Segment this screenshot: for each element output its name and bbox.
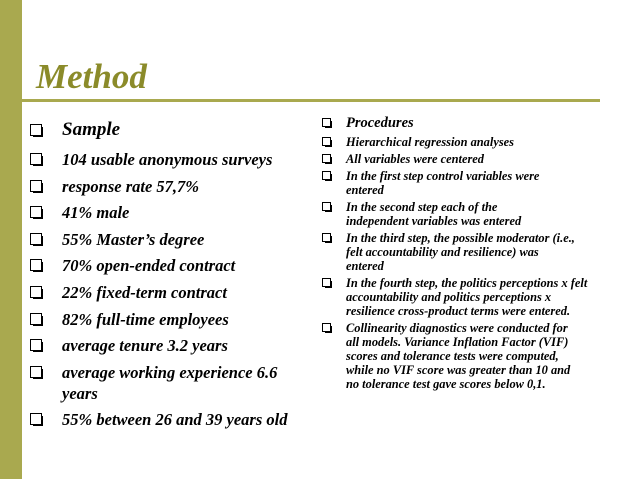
list-item xyxy=(322,135,622,149)
list-item-text: 55% Master’s degree xyxy=(62,229,205,249)
list-item-text: 82% full-time employees xyxy=(62,309,229,329)
square-bullet-icon xyxy=(322,137,331,146)
list-item-text: In the second step each of the independent variables was entered xyxy=(346,200,522,228)
list-item-text: Sample xyxy=(62,119,121,140)
list-item-text: In the third step, the possible moderator (i.e., felt accountability and resilience) was entered xyxy=(346,231,575,273)
list-item-text: 55% between 26 and 39 years old xyxy=(62,410,288,430)
list-item xyxy=(30,229,330,250)
square-bullet-icon xyxy=(30,153,42,165)
square-bullet-icon xyxy=(322,233,331,242)
square-bullet-icon xyxy=(322,118,331,127)
slide-title: Method xyxy=(36,57,147,96)
list-item-text: 41% male xyxy=(62,203,130,223)
square-bullet-icon xyxy=(322,202,331,211)
square-bullet-icon xyxy=(322,278,331,287)
list-item xyxy=(30,202,330,223)
list-item-text: Hierarchical regression analyses xyxy=(346,135,514,149)
list-item xyxy=(30,176,330,197)
list-item xyxy=(30,149,330,170)
list-item-sample xyxy=(30,118,330,142)
list-item xyxy=(30,335,330,356)
list-item xyxy=(30,282,330,303)
list-item-text: In the first step control variables were entered xyxy=(346,169,540,197)
procedures-column xyxy=(322,115,622,394)
list-item xyxy=(322,321,622,391)
list-item-text: average tenure 3.2 years xyxy=(62,336,228,356)
list-item-text: Procedures xyxy=(346,115,414,131)
list-item xyxy=(30,409,330,430)
square-bullet-icon xyxy=(30,124,42,136)
square-bullet-icon xyxy=(30,206,42,218)
list-item-text: average working experience 6.6 years xyxy=(62,362,278,403)
list-item xyxy=(30,255,330,276)
list-item-text: In the fourth step, the politics perceptions x felt accountability and politics perceptions x resilience cross-product terms were entered. xyxy=(346,276,588,318)
square-bullet-icon xyxy=(30,339,42,351)
list-item-text: 70% open-ended contract xyxy=(62,256,236,276)
square-bullet-icon xyxy=(30,286,42,298)
square-bullet-icon xyxy=(322,154,331,163)
square-bullet-icon xyxy=(30,313,42,325)
list-item-text: response rate 57,7% xyxy=(62,176,200,196)
list-item-text: 104 usable anonymous surveys xyxy=(62,150,273,169)
list-item xyxy=(322,152,622,166)
list-item-text: All variables were centered xyxy=(346,152,484,166)
square-bullet-icon xyxy=(322,323,331,332)
square-bullet-icon xyxy=(30,366,42,378)
list-item-text: Collinearity diagnostics were conducted for all models. Variance Inflation Factor (VIF) scores and tolerance tests were computed, while no VIF score was greater than 10 and no tolerance test gave scores below 0,1. xyxy=(346,321,571,391)
square-bullet-icon xyxy=(30,259,42,271)
square-bullet-icon xyxy=(30,233,42,245)
sample-column xyxy=(30,118,330,436)
list-item xyxy=(30,362,330,404)
square-bullet-icon xyxy=(30,413,42,425)
list-item xyxy=(322,231,622,273)
list-item xyxy=(322,200,622,228)
side-accent-bar xyxy=(0,0,22,479)
title-divider xyxy=(22,99,600,102)
list-item xyxy=(322,276,622,318)
list-item-text: 22% fixed-term contract xyxy=(62,282,227,302)
square-bullet-icon xyxy=(322,171,331,180)
list-item-procedures xyxy=(322,115,622,132)
list-item xyxy=(30,309,330,330)
list-item xyxy=(322,169,622,197)
square-bullet-icon xyxy=(30,180,42,192)
